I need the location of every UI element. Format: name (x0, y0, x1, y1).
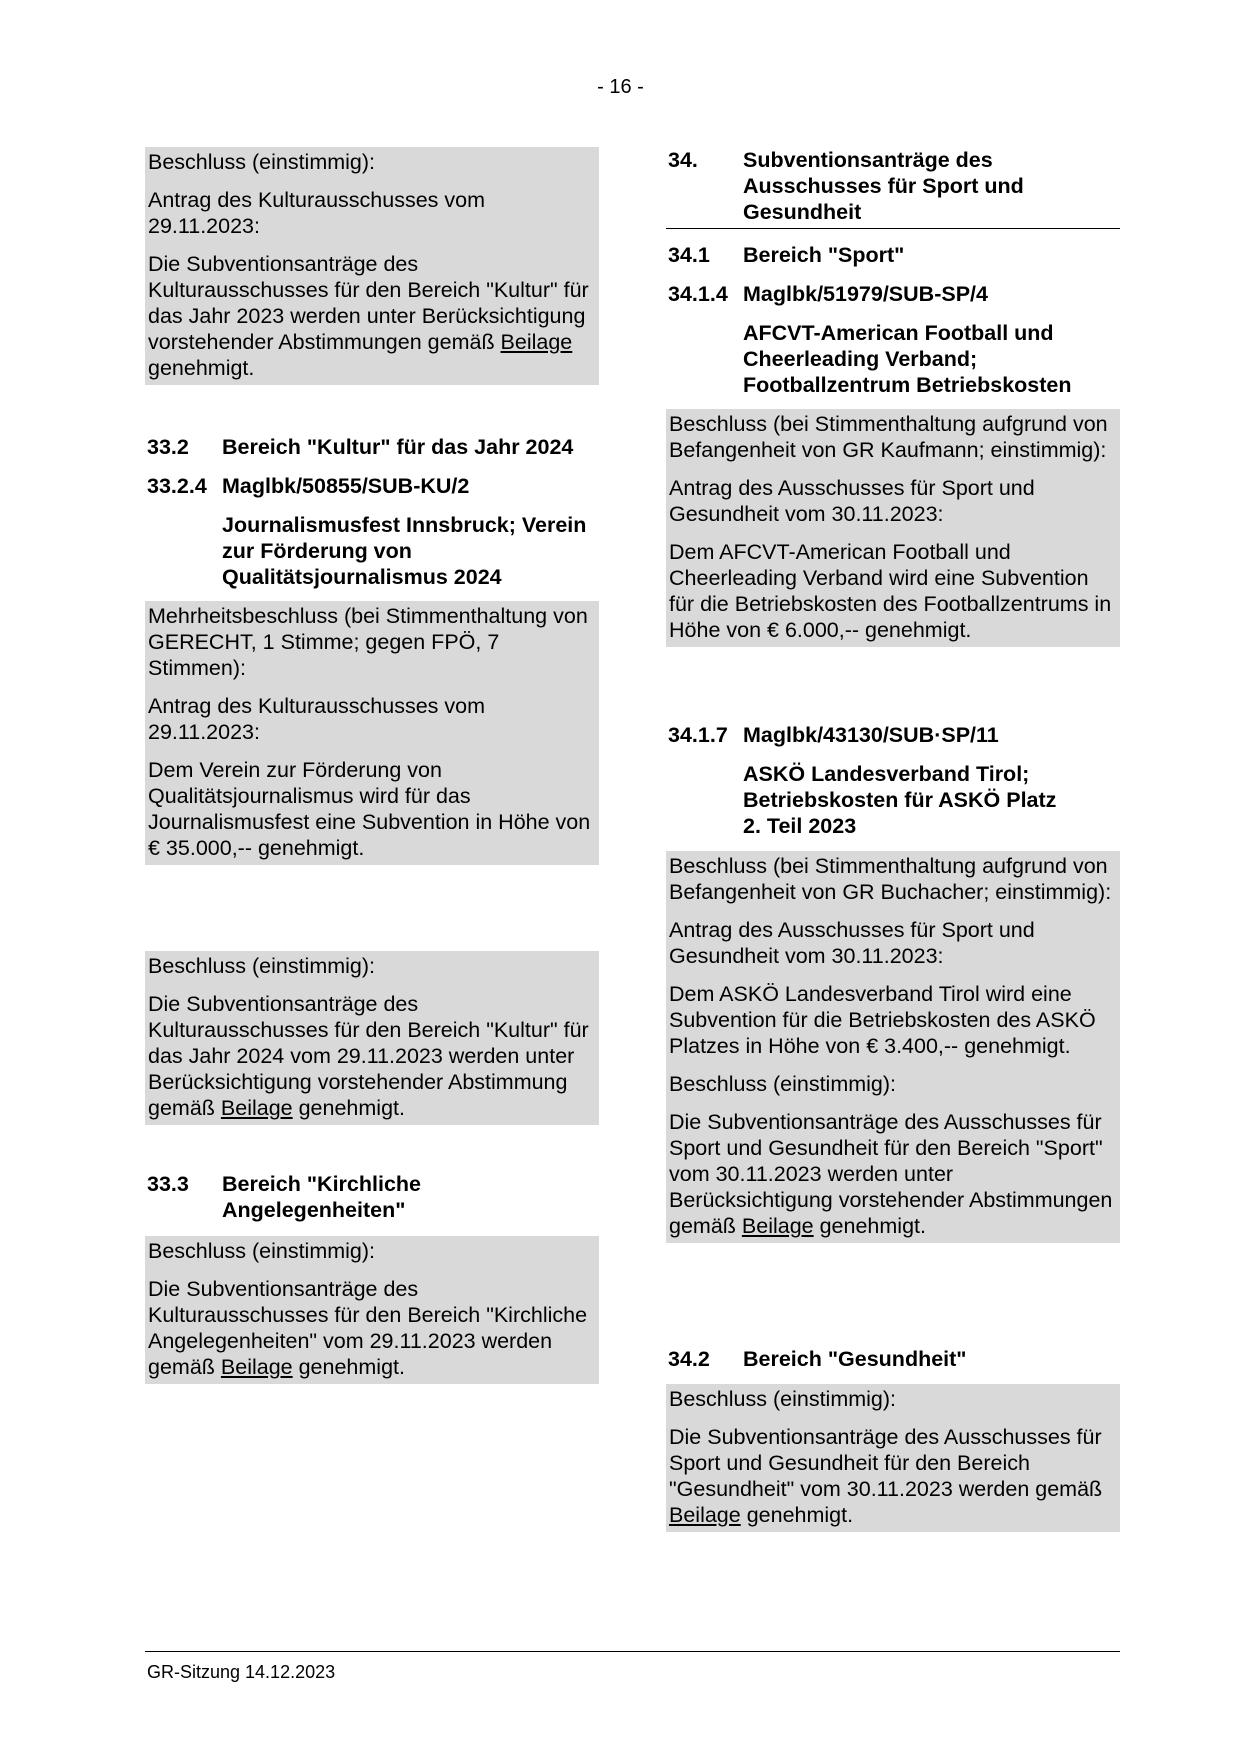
resolution-label: Beschluss (einstimmig): (669, 1387, 896, 1411)
resolution-text: Dem ASKÖ Landesverband Tirol wird eine Subvention für die Betriebskosten des ASKÖ Platzes in Höhe von € 3.400,-- genehmigt. (669, 982, 1096, 1058)
section-title: Bereich "Kirchliche Angelegenheiten" (222, 1172, 421, 1222)
section-title: Bereich "Sport" (743, 243, 905, 267)
section-34-1-4-subtitle: AFCVT-American Football und Cheerleading Verband; Footballzentrum Betriebskosten (743, 321, 1072, 397)
footer-divider (145, 1651, 1120, 1652)
beilage-link[interactable]: Beilage (669, 1503, 741, 1527)
section-33-2-4 (147, 473, 601, 499)
beilage-link[interactable]: Beilage (220, 1096, 293, 1120)
section-34-1-7-subtitle: ASKÖ Landesverband Tirol; Betriebskosten für ASKÖ Platz 2. Teil 2023 (743, 762, 1057, 838)
section-divider (666, 228, 1120, 229)
section-number: 34. (668, 148, 698, 172)
resolution-text: Dem AFCVT-American Football und Cheerleading Verband wird eine Subvention für die Betriebskosten des Footballzentrums in Höhe von € 6.000,-- genehmigt. (669, 540, 1112, 642)
footer-text: GR-Sitzung 14.12.2023 (147, 1662, 336, 1682)
resolution-text: Die Subventionsanträge des Kulturausschusses für den Bereich "Kirchliche Angelegenheiten" vom 29.11.2023 werden gemäß Beilage genehmigt. (148, 1277, 588, 1379)
resolution-text: Die Subventionsanträge des Ausschusses für Sport und Gesundheit für den Bereich "Sport" vom 30.11.2023 werden unter Berücksichtigung vorstehender Abstimmungen gemäß Beilage genehmigt. (669, 1110, 1113, 1238)
resolution-label: Beschluss (einstimmig): (148, 954, 375, 978)
section-number: 34.1 (668, 243, 710, 267)
section-title: Bereich "Gesundheit" (743, 1347, 967, 1371)
section-title: Bereich "Kultur" für das Jahr 2024 (222, 435, 574, 459)
section-number: 34.1.7 (668, 723, 728, 747)
section-34-2 (668, 1346, 1122, 1372)
resolution-block-kultur-2024 (145, 951, 599, 1125)
beilage-link[interactable]: Beilage (220, 1355, 293, 1379)
resolution-label: Beschluss (einstimmig): (669, 1072, 896, 1096)
section-title: Maglbk/50855/SUB-KU/2 (222, 474, 470, 498)
resolution-block-kultur-2023 (145, 147, 599, 385)
beilage-link[interactable]: Beilage (500, 330, 573, 354)
motion-label: Antrag des Ausschusses für Sport und Gesundheit vom 30.11.2023: (669, 918, 1035, 968)
section-33-2 (147, 434, 601, 460)
section-title: Subventionsanträge des Ausschusses für Sport und Gesundheit (743, 148, 1024, 224)
resolution-label: Beschluss (einstimmig): (148, 150, 375, 174)
section-number: 34.1.4 (668, 282, 728, 306)
section-number: 33.2 (147, 435, 189, 459)
motion-label: Antrag des Kulturausschusses vom 29.11.2023: (148, 694, 485, 744)
section-34-1-4 (668, 281, 1122, 307)
section-number: 33.3 (147, 1172, 189, 1196)
motion-label: Antrag des Kulturausschusses vom 29.11.2023: (148, 188, 485, 238)
resolution-block-afcvt (666, 409, 1120, 647)
section-34 (668, 147, 1122, 225)
resolution-label: Beschluss (bei Stimmenthaltung aufgrund von Befangenheit von GR Buchacher; einstimmig): (669, 854, 1112, 904)
resolution-text: Die Subventionsanträge des Ausschusses für Sport und Gesundheit für den Bereich "Gesundheit" vom 30.11.2023 werden gemäß Beilage genehmigt. (669, 1425, 1103, 1527)
resolution-block-askoe (666, 851, 1120, 1243)
section-number: 34.2 (668, 1347, 710, 1371)
motion-label: Antrag des Ausschusses für Sport und Gesundheit vom 30.11.2023: (669, 476, 1035, 526)
section-title: Maglbk/43130/SUB·SP/11 (743, 723, 999, 747)
resolution-label: Beschluss (bei Stimmenthaltung aufgrund von Befangenheit von GR Kaufmann; einstimmig): (669, 412, 1108, 462)
beilage-link[interactable]: Beilage (741, 1214, 814, 1238)
resolution-block-gesundheit (666, 1384, 1120, 1532)
section-34-1 (668, 242, 1122, 268)
section-title: Maglbk/51979/SUB-SP/4 (743, 282, 988, 306)
resolution-text: Die Subventionsanträge des Kulturausschusses für den Bereich "Kultur" für das Jahr 2023 werden unter Berücksichtigung vorstehender Abstimmungen gemäß Beilage genehmigt. (148, 252, 589, 380)
resolution-block-journalismusfest (145, 601, 599, 865)
section-number: 33.2.4 (147, 474, 207, 498)
resolution-label: Mehrheitsbeschluss (bei Stimmenthaltung von GERECHT, 1 Stimme; gegen FPÖ, 7 Stimmen): (148, 604, 588, 680)
resolution-text: Dem Verein zur Förderung von Qualitätsjournalismus wird für das Journalismusfest eine Subvention in Höhe von € 35.000,-- genehmigt. (148, 758, 591, 860)
section-33-3 (147, 1171, 601, 1223)
section-34-1-7 (668, 722, 1122, 748)
resolution-block-kirchliche (145, 1236, 599, 1384)
resolution-text: Die Subventionsanträge des Kulturausschusses für den Bereich "Kultur" für das Jahr 2024 vom 29.11.2023 werden unter Berücksichtigung vorstehender Abstimmung gemäß Beilage genehmigt. (148, 992, 589, 1120)
resolution-label: Beschluss (einstimmig): (148, 1239, 375, 1263)
section-33-2-4-subtitle: Journalismusfest Innsbruck; Verein zur Förderung von Qualitätsjournalismus 2024 (222, 513, 587, 589)
page-number: - 16 - (597, 76, 644, 98)
